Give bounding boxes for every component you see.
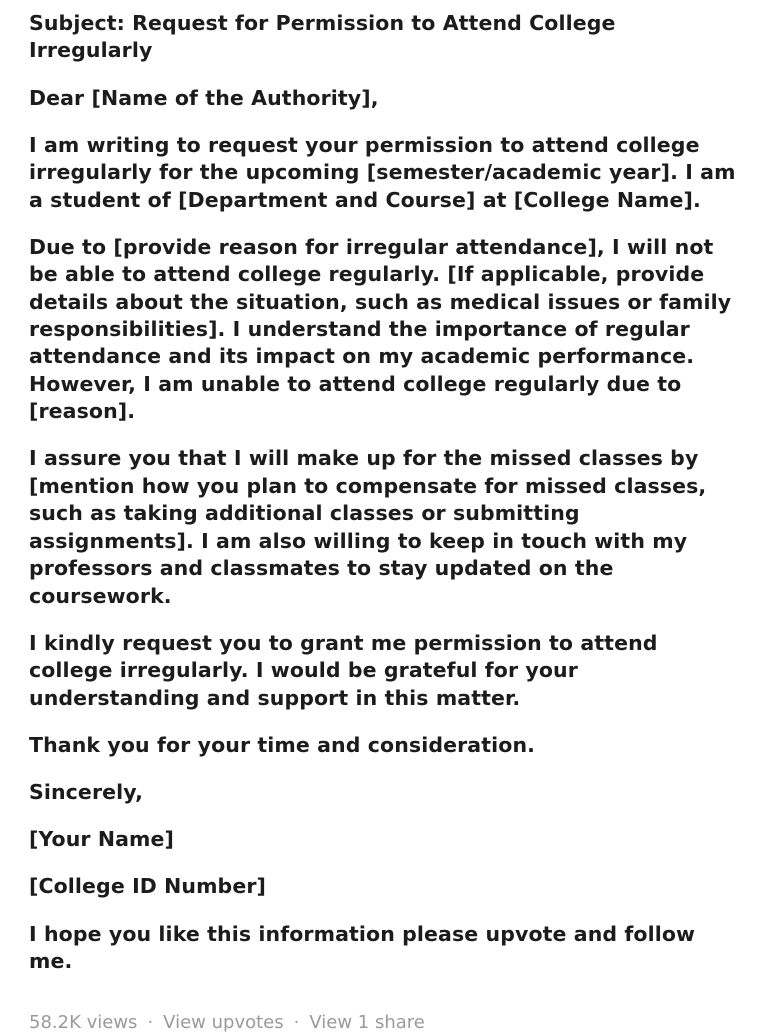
letter-name-placeholder: [Your Name] <box>29 827 174 852</box>
answer-stats-bar <box>29 1011 425 1035</box>
separator-dot: · <box>147 1012 154 1033</box>
view-count: 58.2K views <box>29 1012 138 1033</box>
view-upvotes-link[interactable]: View upvotes <box>163 1012 284 1033</box>
letter-closing: Sincerely, <box>29 779 144 804</box>
letter-paragraph-request: I am writing to request your permission to attend college irregularly for the upcoming [semester/academic year]. I am a student of [Department and Course] at [College Name]. <box>29 132 736 212</box>
footer-note: I hope you like this information please upvote and follow me. <box>29 921 696 973</box>
letter-paragraph-request-grant: I kindly request you to grant me permission to attend college irregularly. I would be grateful for your understanding and support in this matter. <box>29 630 658 710</box>
view-shares-link[interactable]: View 1 share <box>309 1012 425 1033</box>
answer-body <box>29 10 741 995</box>
letter-college-id-placeholder: [College ID Number] <box>29 874 267 899</box>
letter-salutation: Dear [Name of the Authority], <box>29 85 379 110</box>
letter-thanks: Thank you for your time and consideration. <box>29 732 536 757</box>
letter-subject: Subject: Request for Permission to Attend College Irregularly <box>29 11 616 63</box>
letter-paragraph-reason: Due to [provide reason for irregular attendance], I will not be able to attend college regularly. [If applicable, provide details about the situation, such as medical issues or family responsibilities]. I understand the importance of regular attendance and its impact on my academic performance. However, I am unable to attend college regularly due to [reason]. <box>29 234 732 424</box>
letter-paragraph-assurance: I assure you that I will make up for the missed classes by [mention how you plan to compensate for missed classes, such as taking additional classes or submitting assignments]. I am also willing to keep in touch with my professors and classmates to stay updated on the coursework. <box>29 446 707 608</box>
separator-dot: · <box>293 1012 300 1033</box>
